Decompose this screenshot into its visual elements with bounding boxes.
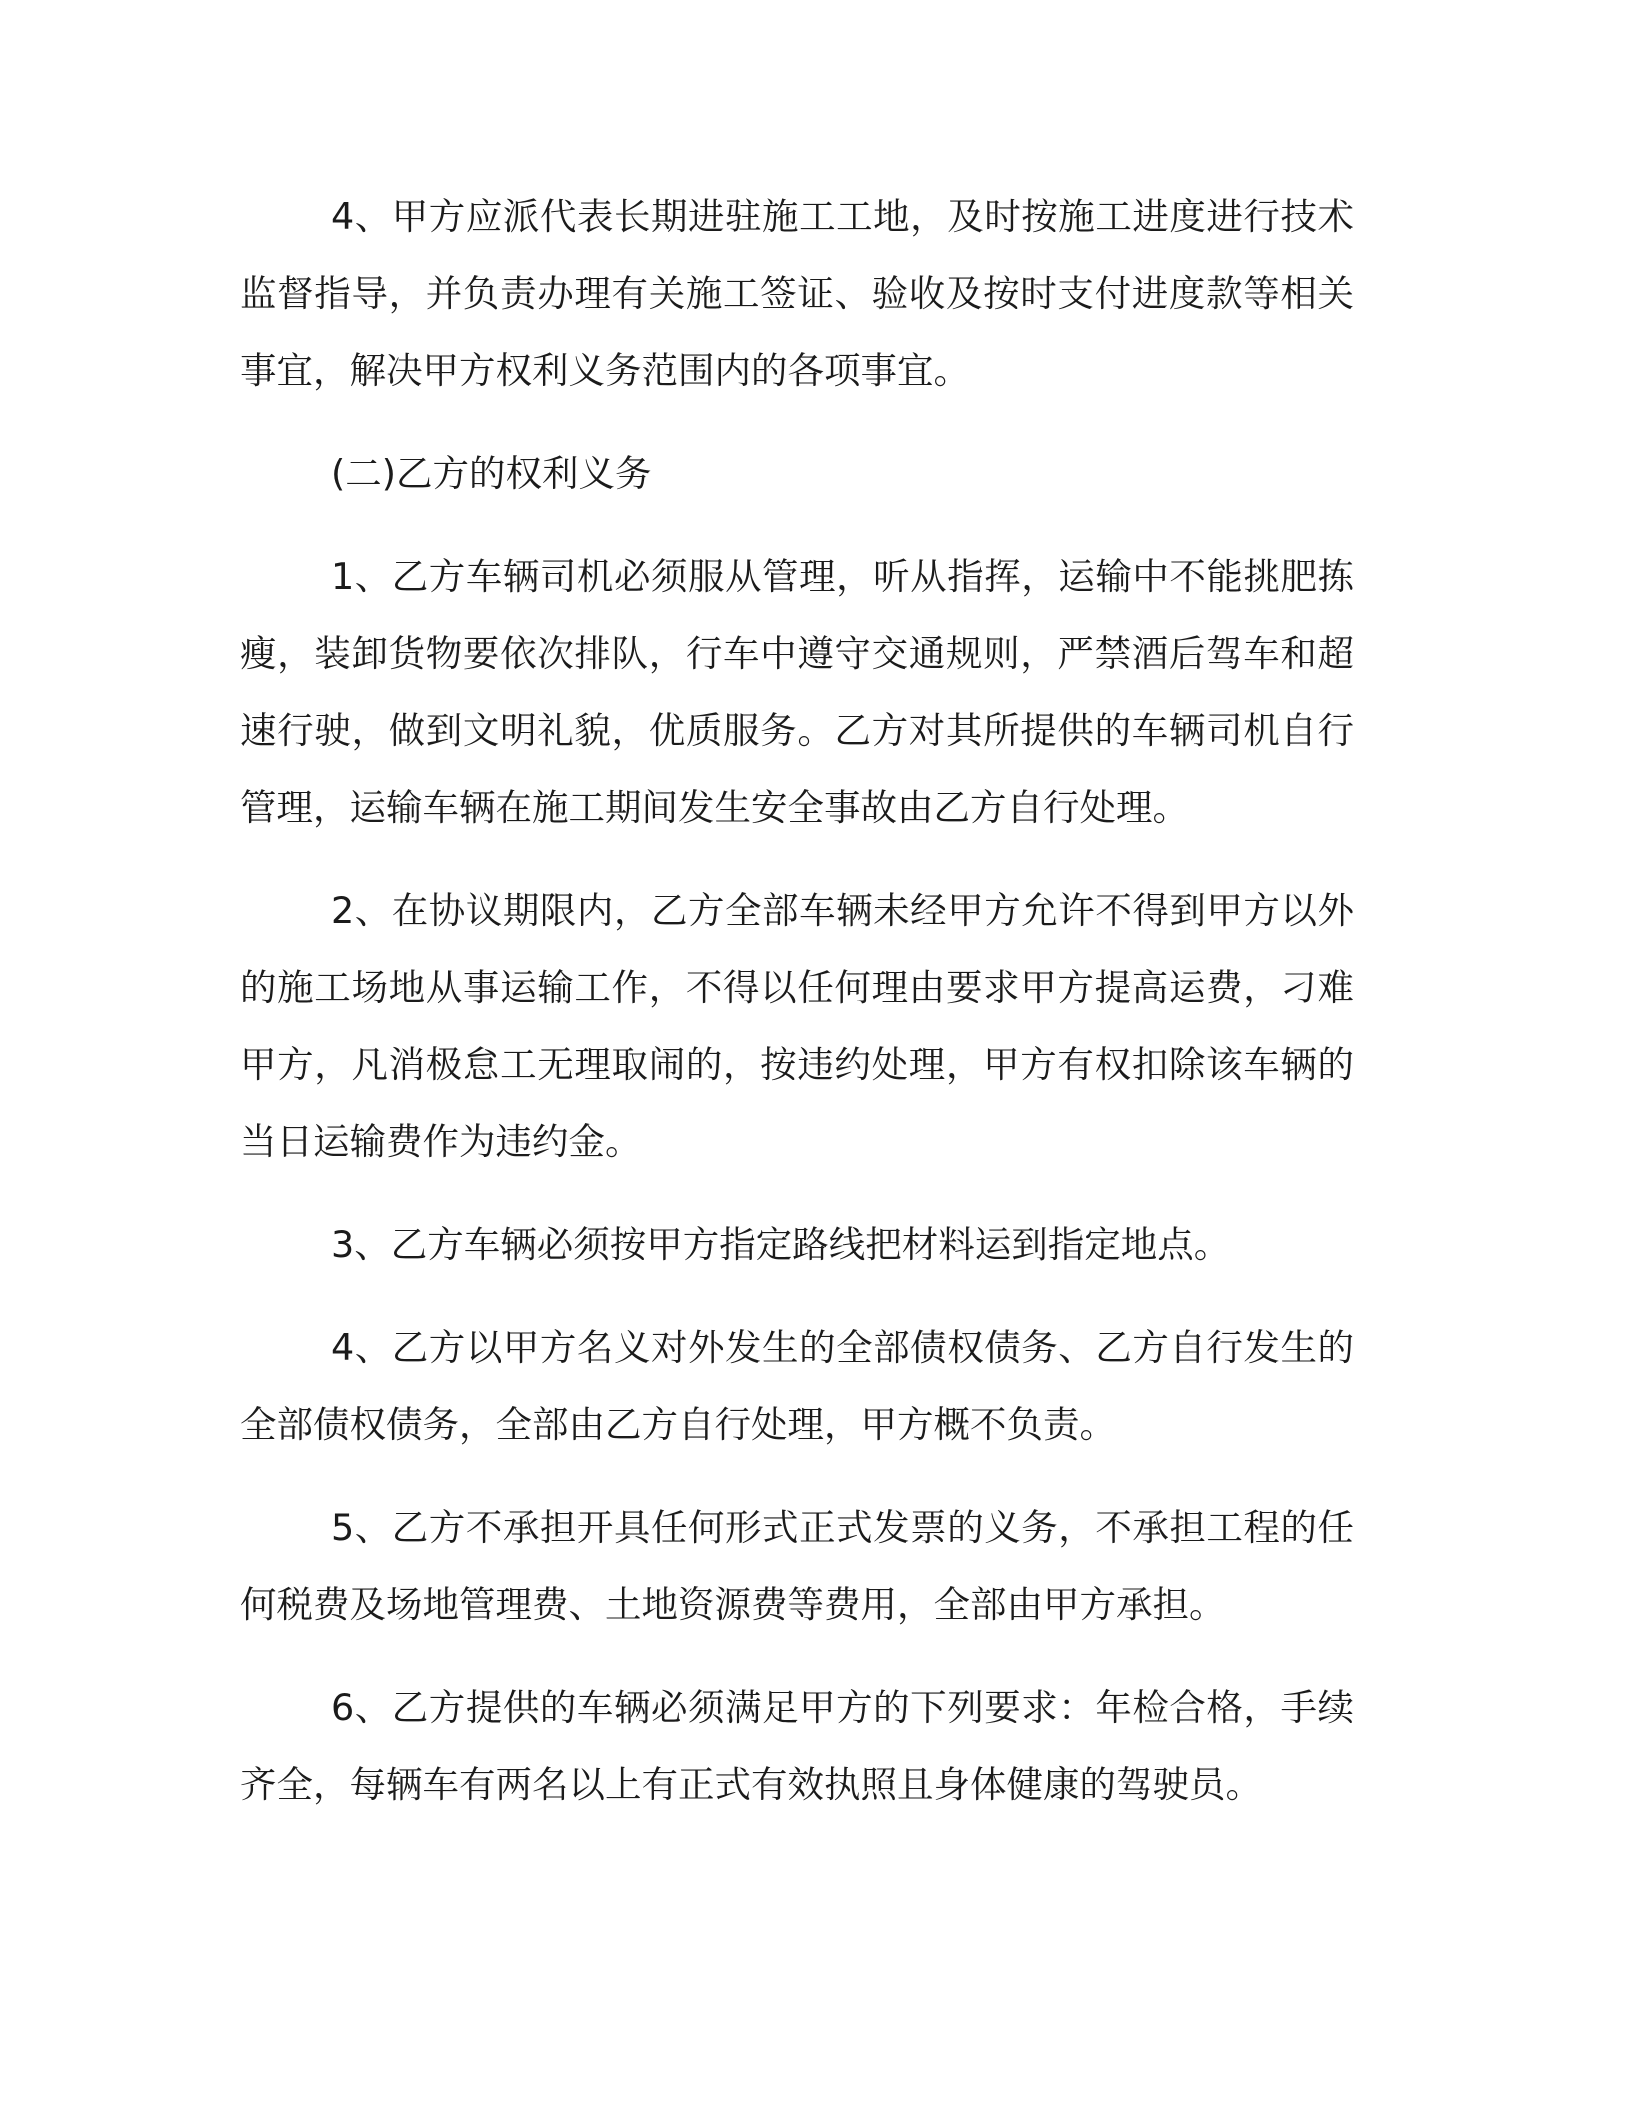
text-line: 5、乙方不承担开具任何形式正式发票的义务，不承担工程的任: [331, 1506, 1354, 1549]
text-line: 2、在协议期限内，乙方全部车辆未经甲方允许不得到甲方以外: [331, 889, 1354, 932]
text-line: 4、甲方应派代表长期进驻施工工地，及时按施工进度进行技术: [331, 195, 1354, 238]
text-line: 甲方，凡消极怠工无理取闹的，按违约处理，甲方有权扣除该车辆的: [240, 1043, 1354, 1086]
paragraph: [240, 178, 1354, 409]
text-line: 速行驶，做到文明礼貌，优质服务。乙方对其所提供的车辆司机自行: [240, 709, 1354, 752]
document-page: [240, 178, 1354, 1849]
text-line: 管理，运输车辆在施工期间发生安全事故由乙方自行处理。: [240, 786, 1189, 829]
text-line: 6、乙方提供的车辆必须满足甲方的下列要求：年检合格，手续: [331, 1686, 1354, 1729]
paragraph: [240, 538, 1354, 846]
section-heading-text: (二)乙方的权利义务: [331, 452, 652, 495]
text-line: 4、乙方以甲方名义对外发生的全部债权债务、乙方自行发生的: [331, 1326, 1354, 1369]
paragraph: [240, 1669, 1354, 1823]
text-line: 全部债权债务，全部由乙方自行处理，甲方概不负责。: [240, 1403, 1116, 1446]
text-line: 3、乙方车辆必须按甲方指定路线把材料运到指定地点。: [331, 1223, 1231, 1266]
paragraph: [240, 872, 1354, 1180]
text-line: 当日运输费作为违约金。: [240, 1120, 642, 1163]
text-line: 1、乙方车辆司机必须服从管理，听从指挥，运输中不能挑肥拣: [331, 555, 1354, 598]
text-line: 何税费及场地管理费、土地资源费等费用，全部由甲方承担。: [240, 1583, 1226, 1626]
text-line: 瘦，装卸货物要依次排队，行车中遵守交通规则，严禁酒后驾车和超: [240, 632, 1354, 675]
text-line: 齐全，每辆车有两名以上有正式有效执照且身体健康的驾驶员。: [240, 1763, 1262, 1806]
text-line: 的施工场地从事运输工作，不得以任何理由要求甲方提高运费，刁难: [240, 966, 1354, 1009]
section-heading: [240, 435, 1354, 512]
text-line: 事宜，解决甲方权利义务范围内的各项事宜。: [240, 349, 970, 392]
paragraph: [240, 1309, 1354, 1463]
text-line: 监督指导，并负责办理有关施工签证、验收及按时支付进度款等相关: [240, 272, 1354, 315]
paragraph: [240, 1489, 1354, 1643]
paragraph: [240, 1206, 1354, 1283]
